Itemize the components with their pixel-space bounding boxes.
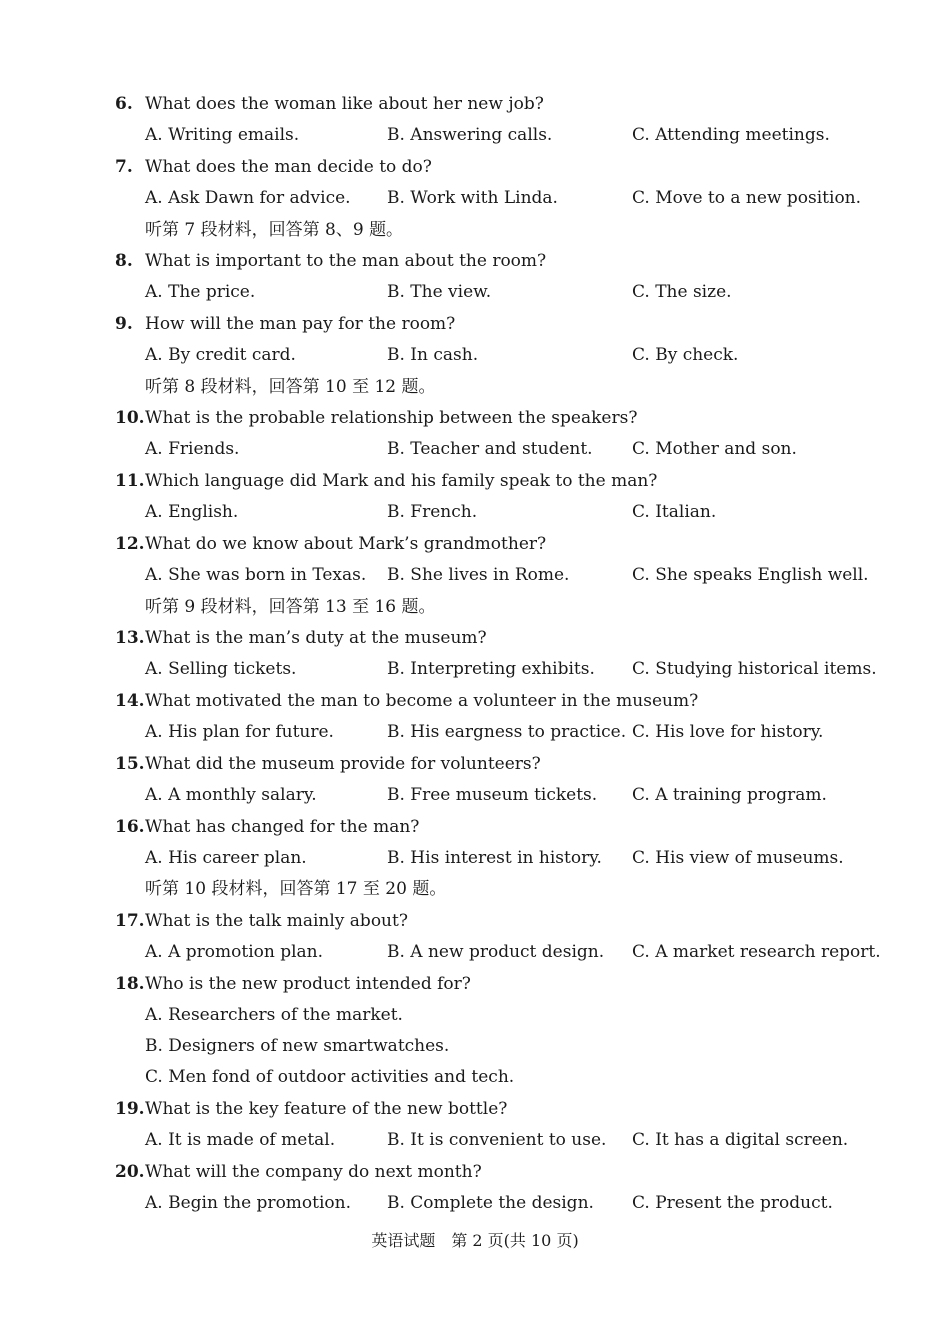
options-17 [0, 937, 950, 967]
instruction-text: 听第 8 段材料，回答第 10 至 12 题。 [145, 377, 436, 397]
question-15 [0, 749, 950, 779]
option-a: A. Friends. [145, 439, 240, 459]
option-a: A. Ask Dawn for advice. [145, 188, 351, 208]
option-a: A. A promotion plan. [145, 942, 324, 962]
option-c: C. It has a digital screen. [632, 1130, 849, 1150]
question-16 [0, 812, 950, 842]
question-20 [0, 1157, 950, 1187]
option-b: B. In cash. [387, 345, 479, 365]
option-a: A. Researchers of the market. [145, 1005, 403, 1025]
question-number: 20. [115, 1162, 145, 1182]
question-6 [0, 89, 950, 119]
option-b: B. Answering calls. [387, 125, 553, 145]
question-18 [0, 969, 950, 999]
options-10 [0, 434, 950, 464]
option-c: C. She speaks English well. [632, 565, 869, 585]
question-number: 11. [115, 471, 145, 491]
option-b: B. She lives in Rome. [387, 565, 570, 585]
question-number: 6. [115, 94, 133, 114]
question-text: Who is the new product intended for? [145, 974, 471, 994]
question-number: 16. [115, 817, 145, 837]
option-b: B. It is convenient to use. [387, 1130, 607, 1150]
option-b: B. Free museum tickets. [387, 785, 598, 805]
question-13 [0, 623, 950, 653]
option-a: A. Selling tickets. [145, 659, 297, 679]
option-b: B. His eargness to practice. [387, 722, 627, 742]
option-c: C. Attending meetings. [632, 125, 830, 145]
page-footer: 英语试题 第 2 页(共 10 页) [371, 1231, 579, 1250]
question-text: What is the man’s duty at the museum? [145, 628, 487, 648]
option-b: B. Designers of new smartwatches. [145, 1036, 450, 1056]
option-c: C. His view of museums. [632, 848, 844, 868]
option-b: B. The view. [387, 282, 492, 302]
question-text: What has changed for the man? [145, 817, 420, 837]
option-c: C. Studying historical items. [632, 659, 877, 679]
question-number: 9. [115, 314, 133, 334]
question-text: Which language did Mark and his family speak to the man? [145, 471, 658, 491]
option-c: C. Men fond of outdoor activities and tech. [145, 1067, 515, 1087]
question-number: 7. [115, 157, 133, 177]
options-20 [0, 1188, 950, 1218]
option-c: C. A market research report. [632, 942, 881, 962]
question-text: What motivated the man to become a volunteer in the museum? [145, 691, 699, 711]
question-8 [0, 246, 950, 276]
option-b: B. His interest in history. [387, 848, 602, 868]
question-number: 8. [115, 251, 133, 271]
question-12 [0, 529, 950, 559]
question-number: 15. [115, 754, 145, 774]
option-a: A. His plan for future. [145, 722, 334, 742]
question-7 [0, 152, 950, 182]
question-text: How will the man pay for the room? [145, 314, 456, 334]
options-16 [0, 843, 950, 873]
option-c: C. Present the product. [632, 1193, 833, 1213]
option-a: A. The price. [145, 282, 256, 302]
section-instruction [0, 215, 950, 245]
question-number: 18. [115, 974, 145, 994]
option-a: A. It is made of metal. [145, 1130, 336, 1150]
option-a: A. She was born in Texas. [145, 565, 367, 585]
question-text: What is important to the man about the room? [145, 251, 547, 271]
question-17 [0, 906, 950, 936]
options-9 [0, 340, 950, 370]
options-7 [0, 183, 950, 213]
question-9 [0, 309, 950, 339]
option-b: B. Work with Linda. [387, 188, 558, 208]
options-19 [0, 1125, 950, 1155]
option-b-line [0, 1031, 950, 1061]
instruction-text: 听第 10 段材料，回答第 17 至 20 题。 [145, 879, 447, 899]
question-text: What do we know about Mark’s grandmother? [145, 534, 547, 554]
question-10 [0, 403, 950, 433]
question-text: What is the key feature of the new bottle? [145, 1099, 508, 1119]
option-b: B. Interpreting exhibits. [387, 659, 595, 679]
option-c: C. Mother and son. [632, 439, 797, 459]
question-number: 14. [115, 691, 145, 711]
options-6 [0, 120, 950, 150]
question-text: What did the museum provide for volunteers? [145, 754, 541, 774]
instruction-text: 听第 9 段材料，回答第 13 至 16 题。 [145, 597, 436, 617]
question-text: What does the man decide to do? [145, 157, 432, 177]
options-13 [0, 654, 950, 684]
options-14 [0, 717, 950, 747]
question-number: 17. [115, 911, 145, 931]
question-text: What does the woman like about her new job? [145, 94, 544, 114]
question-14 [0, 686, 950, 716]
option-b: B. Teacher and student. [387, 439, 593, 459]
option-a-line [0, 1000, 950, 1030]
question-text: What will the company do next month? [145, 1162, 482, 1182]
options-12 [0, 560, 950, 590]
option-c: C. Move to a new position. [632, 188, 862, 208]
options-8 [0, 277, 950, 307]
question-text: What is the probable relationship between the speakers? [145, 408, 638, 428]
section-instruction [0, 372, 950, 402]
option-a: A. Writing emails. [145, 125, 300, 145]
question-text: What is the talk mainly about? [145, 911, 408, 931]
instruction-text: 听第 7 段材料，回答第 8、9 题。 [145, 220, 404, 240]
option-b: B. Complete the design. [387, 1193, 594, 1213]
option-c: C. The size. [632, 282, 732, 302]
option-c-line [0, 1062, 950, 1092]
section-instruction [0, 874, 950, 904]
question-number: 13. [115, 628, 145, 648]
question-11 [0, 466, 950, 496]
question-number: 10. [115, 408, 145, 428]
question-19 [0, 1094, 950, 1124]
option-c: C. By check. [632, 345, 739, 365]
options-11 [0, 497, 950, 527]
option-a: A. By credit card. [145, 345, 296, 365]
question-number: 12. [115, 534, 145, 554]
option-c: C. A training program. [632, 785, 827, 805]
option-a: A. His career plan. [145, 848, 307, 868]
option-a: A. English. [145, 502, 239, 522]
option-b: B. French. [387, 502, 478, 522]
options-15 [0, 780, 950, 810]
option-b: B. A new product design. [387, 942, 605, 962]
section-instruction [0, 592, 950, 622]
option-c: C. His love for history. [632, 722, 824, 742]
option-a: A. A monthly salary. [145, 785, 317, 805]
question-number: 19. [115, 1099, 145, 1119]
option-a: A. Begin the promotion. [145, 1193, 352, 1213]
option-c: C. Italian. [632, 502, 717, 522]
